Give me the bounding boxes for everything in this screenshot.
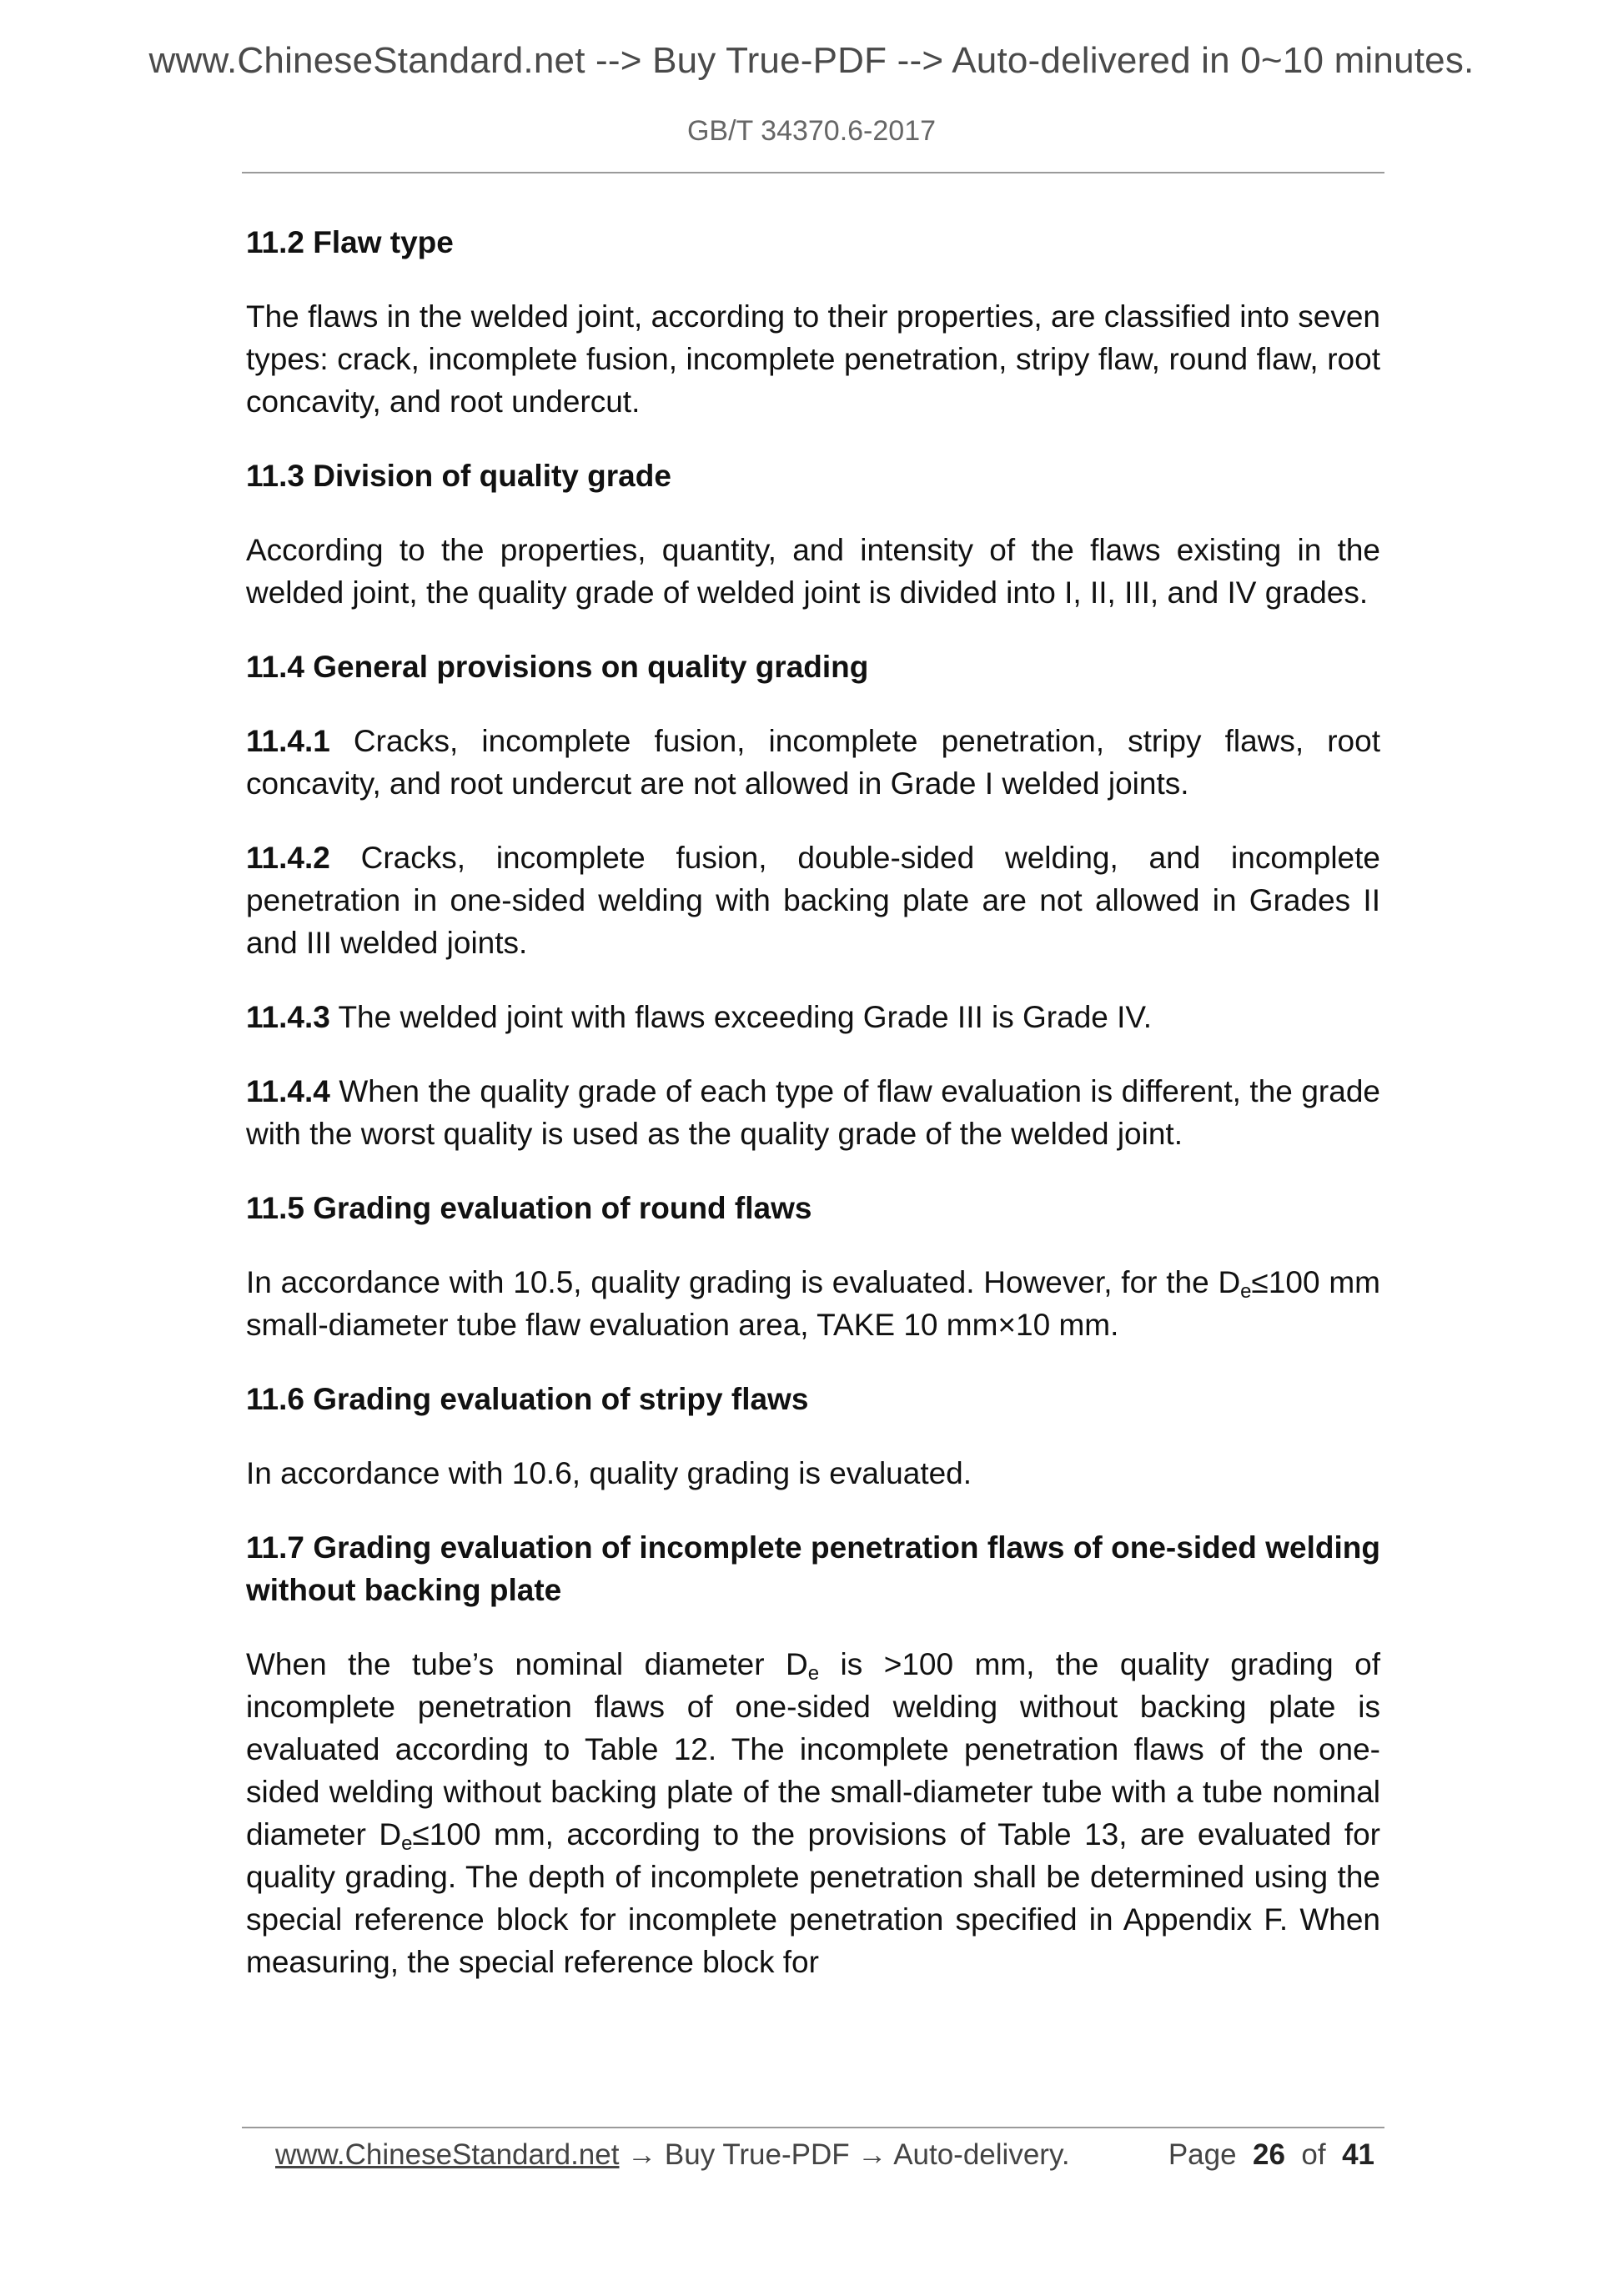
clause-text: Cracks, incomplete fusion, incomplete penetration, stripy flaws, root concavity, and root undercut are not allowed in Grade I welded joints. — [246, 724, 1380, 801]
paragraph-11-7 — [246, 1643, 1380, 1983]
section-heading-11-6: 11.6 Grading evaluation of stripy flaws — [246, 1382, 809, 1416]
text-run: When the tube’s nominal diameter D — [246, 1647, 808, 1681]
clause-text: The welded joint with flaws exceeding Grade III is Grade IV. — [329, 1000, 1152, 1034]
clause-number: 11.4.1 — [246, 724, 330, 758]
subscript: e — [807, 1662, 820, 1685]
of-label: of — [1301, 2138, 1326, 2171]
header-banner: www.ChineseStandard.net --> Buy True-PDF --> Auto-delivered in 0~10 minutes. — [148, 40, 1475, 81]
arrow-icon: → — [849, 2138, 894, 2171]
page-total: 41 — [1342, 2138, 1374, 2171]
subscript: e — [401, 1832, 413, 1855]
section-heading-11-4: 11.4 General provisions on quality grading — [246, 650, 869, 684]
section-heading-11-5: 11.5 Grading evaluation of round flaws — [246, 1191, 812, 1225]
footer-site-link[interactable]: www.ChineseStandard.net — [275, 2138, 620, 2171]
text-run: ≤100 mm, according to the provisions of Table 13, are evaluated for quality grading. The depth of incomplete penetration shall be determined using the special reference block for incomplete penetration specified in Appendix F. When measuring, the special reference block for — [246, 1817, 1380, 1979]
section-heading-11-3: 11.3 Division of quality grade — [246, 459, 671, 493]
arrow-icon: → — [619, 2138, 665, 2171]
header-divider — [242, 172, 1384, 173]
page-indicator — [1168, 2128, 1374, 2182]
page-footer — [275, 2128, 1384, 2182]
section-heading-11-2: 11.2 Flaw type — [246, 225, 454, 259]
footer-buy-text: Buy True-PDF — [664, 2138, 850, 2171]
document-id: GB/T 34370.6-2017 — [686, 115, 937, 147]
page-label: Page — [1168, 2138, 1237, 2171]
clause-11-4-3 — [246, 996, 1380, 1038]
clause-11-4-4 — [246, 1070, 1380, 1155]
paragraph-11-6: In accordance with 10.6, quality grading is evaluated. — [246, 1456, 972, 1490]
clause-text: When the quality grade of each type of flaw evaluation is different, the grade with the worst quality is used as the quality grade of the welded joint. — [246, 1074, 1380, 1151]
clause-number: 11.4.2 — [246, 841, 330, 875]
subscript: e — [1240, 1280, 1252, 1303]
clause-number: 11.4.3 — [246, 1000, 330, 1034]
document-body — [246, 221, 1380, 2015]
section-heading-11-7: 11.7 Grading evaluation of incomplete penetration flaws of one-sided welding without backing plate — [246, 1530, 1380, 1607]
paragraph-11-2: The flaws in the welded joint, according to their properties, are classified into seven types: crack, incomplete fusion, incomplete penetration, stripy flaw, round flaw, root concavity, and root undercut. — [246, 299, 1380, 419]
clause-text: Cracks, incomplete fusion, double-sided welding, and incomplete penetration in one-sided welding with backing plate are not allowed in Grades II and III welded joints. — [246, 841, 1380, 960]
clause-number: 11.4.4 — [246, 1074, 330, 1108]
page-number: 26 — [1253, 2138, 1285, 2171]
paragraph-11-5 — [246, 1261, 1380, 1346]
clause-11-4-1 — [246, 720, 1380, 805]
paragraph-11-3: According to the properties, quantity, and intensity of the flaws existing in the welded joint, the quality grade of welded joint is divided into I, II, III, and IV grades. — [246, 533, 1380, 610]
text-run: ≤100 mm small-diameter tube flaw evaluation area, TAKE 10 mm×10 mm. — [246, 1265, 1380, 1342]
text-run: is >100 mm, the quality grading of incomplete penetration flaws of one-sided welding without backing plate is evaluated according to Table 12. The incomplete penetration flaws of the one-sided welding without backing plate of the small-diameter tube with a tube nominal diameter D — [246, 1647, 1380, 1851]
text-run: In accordance with 10.5, quality grading is evaluated. However, for the D — [246, 1265, 1241, 1299]
clause-11-4-2 — [246, 837, 1380, 964]
footer-delivery-text: Auto-delivery. — [893, 2138, 1070, 2171]
